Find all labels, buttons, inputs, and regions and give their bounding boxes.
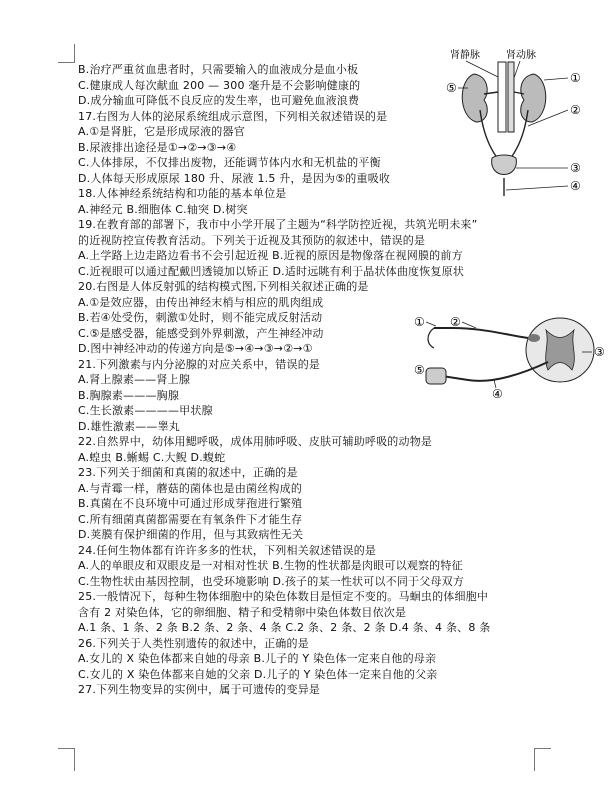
text-line: B.治疗严重贫血患者时，只需要输入的血液成分是血小板 [78, 63, 359, 76]
marker-4: ④ [570, 179, 581, 193]
text-line: C.⑤是感受器，能感受到外界刺激，产生神经冲动 [78, 326, 324, 340]
text-line: C.健康成人每次献血 200 — 300 毫升是不会影响健康的 [78, 78, 361, 92]
text-line: A.①是效应器，由传出神经末梢与相应的肌肉组成 [78, 295, 324, 309]
text-line: C.人体排尿，不仅排出废物，还能调节体内水和无机盐的平衡 [78, 156, 381, 169]
text-line: C.生长激素————甲状腺 [78, 404, 213, 417]
text-line: A.1 条、1 条、2 条 B.2 条、2 条、4 条 C.2 条、2 条、2 条 D.4 条、4 条、8 条 [78, 621, 491, 634]
text-line: 19.在教育部的部署下，我市中小学开展了主题为“科学防控近视，共筑光明未来” [78, 218, 478, 231]
marker-1: ① [414, 315, 425, 329]
text-line: A.上学路上边走路边看书不会引起近视 B.近视的原因是物像落在视网膜的前方 [78, 249, 463, 262]
text-line: D.雄性激素——睾丸 [78, 419, 180, 433]
text-line: 24.任何生物体都有许许多多的性状，下列相关叙述错误的是 [78, 543, 377, 557]
crop-mark-bottom-left [58, 748, 75, 771]
text-line: B.若④处受伤，刺激①处时，则不能完成反射活动 [78, 311, 323, 324]
text-line: A.女儿的 X 染色体都来自她的母亲 B.儿子的 Y 染色体一定来自他的母亲 [78, 652, 437, 665]
text-line: A.①是肾脏，它是形成尿液的器官 [78, 125, 245, 138]
crop-mark-top-left [58, 44, 75, 63]
text-line: A.神经元 B.细胞体 C.轴突 D.树突 [78, 202, 248, 216]
text-line: 21.下列激素与内分泌腺的对应关系中，错误的是 [78, 357, 321, 371]
text-line: B.胸腺素———胸腺 [78, 388, 180, 402]
marker-3: ③ [570, 161, 581, 175]
renal-artery-label: 肾动脉 [506, 50, 536, 61]
marker-3: ③ [594, 345, 605, 359]
text-line: A.与青霉一样，蘑菇的菌体也是由菌丝构成的 [78, 481, 303, 495]
text-line: C.生物性状由基因控制，也受环境影响 D.孩子的某一性状可以不同于父母双方 [78, 574, 465, 588]
text-line: C.所有细菌真菌都需要在有氧条件下才能生存 [78, 512, 303, 526]
text-line: D.人体每天形成原尿 180 升、尿液 1.5 升，是因为⑤的重吸收 [78, 171, 391, 185]
text-line: D.图中神经冲动的传递方向是⑤→④→③→②→① [78, 342, 313, 355]
marker-2: ② [570, 103, 581, 117]
text-line: B.真菌在不良环境中可通过形成芽孢进行繁殖 [78, 497, 303, 510]
text-line: 17.右图为人体的泌尿系统组成示意图，下列相关叙述错误的是 [78, 109, 388, 123]
marker-2: ② [450, 315, 461, 329]
marker-1: ① [570, 71, 581, 85]
marker-5: ⑤ [414, 363, 425, 377]
text-line: 27.下列生物变异的实例中，属于可遗传的变异是 [78, 683, 321, 696]
marker-5: ⑤ [446, 81, 457, 95]
text-line: D.荚膜有保护细菌的作用，但与其致病性无关 [78, 528, 304, 541]
reflex-arc-figure [412, 304, 608, 400]
text-line: 的近视防控宣传教育活动。下列关于近视及其预防的叙述中，错误的是 [78, 233, 426, 247]
crop-mark-bottom-right [534, 748, 551, 771]
text-line: 23.下列关于细菌和真菌的叙述中，正确的是 [78, 466, 298, 479]
text-line: 26.下列关于人类性别遗传的叙述中，正确的是 [78, 636, 309, 650]
text-line: D.成分输血可降低不良反应的发生率，也可避免血液浪费 [78, 94, 360, 107]
text-line: C.女儿的 X 染色体都来自她的父亲 D.儿子的 Y 染色体一定来自他的父亲 [78, 667, 438, 681]
text-line: A.人的单眼皮和双眼皮是一对相对性状 B.生物的性状都是肉眼可以观察的特征 [78, 559, 463, 572]
text-line: C.近视眼可以通过配戴凹透镜加以矫正 D.适时远眺有利于晶状体曲度恢复原状 [78, 264, 465, 278]
text-line: 25.一般情况下，每种生物体细胞中的染色体数目是恒定不变的。马蛔虫的体细胞中 [78, 590, 489, 603]
text-line: A.肾上腺素——肾上腺 [78, 373, 191, 386]
renal-vein-label: 肾静脉 [450, 50, 480, 61]
text-line: B.尿液排出途径是①→②→③→④ [78, 140, 237, 154]
text-line: 20.右图是人体反射弧的结构模式图,下列相关叙述正确的是 [78, 280, 369, 293]
text-line: 22.自然界中，幼体用鳃呼吸，成体用肺呼吸、皮肤可辅助呼吸的动物是 [78, 435, 433, 448]
text-line: 含有 2 对染色体，它的卵细胞、精子和受精卵中染色体数目依次是 [78, 605, 407, 619]
text-line: 18.人体神经系统结构和功能的基本单位是 [78, 187, 287, 200]
text-line: A.蝗虫 B.蜥蜴 C.大鲵 D.蝮蛇 [78, 450, 226, 464]
marker-4: ④ [492, 387, 503, 400]
urinary-system-figure [444, 44, 604, 204]
